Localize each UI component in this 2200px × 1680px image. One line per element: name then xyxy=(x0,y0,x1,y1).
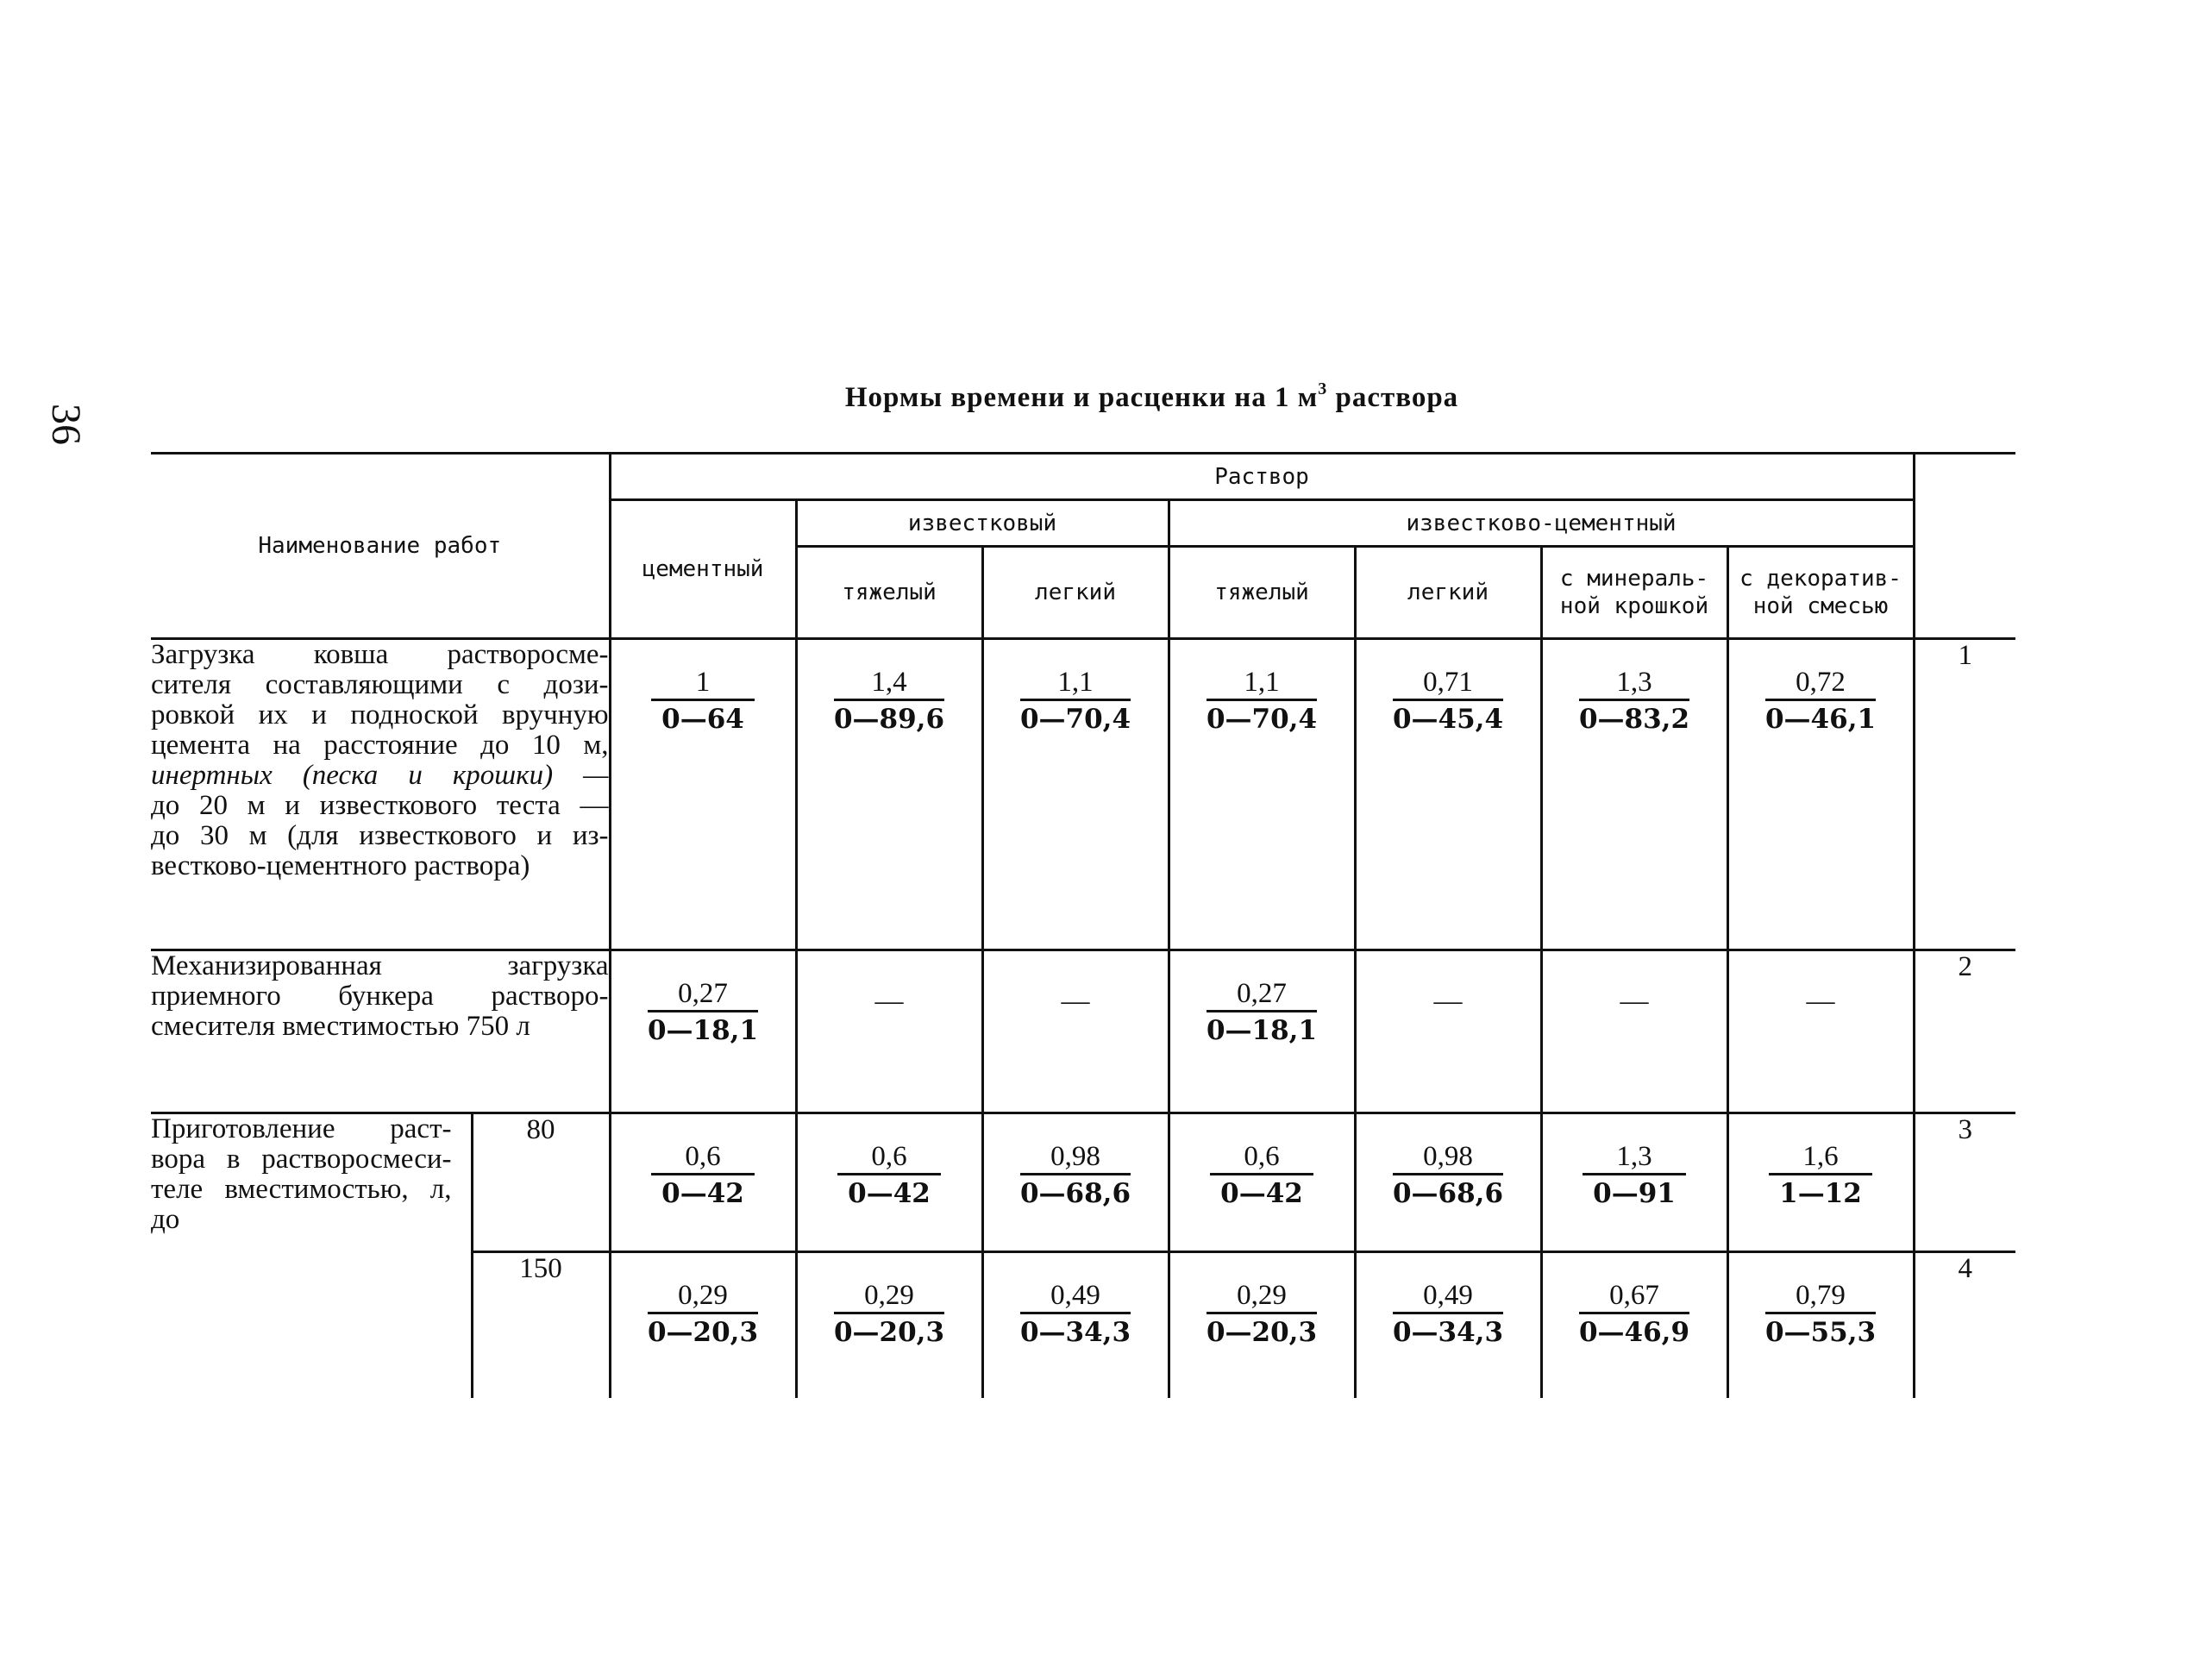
rate-cell: $\frac{0,27}{0—18,1}$ xyxy=(1169,950,1355,1113)
mixer-volume: 80 xyxy=(472,1113,610,1252)
rate-cell: $\frac{1,4}{0—89,6}$ xyxy=(796,639,982,950)
rate-cell: $\frac{1,6}{1—12}$ xyxy=(1727,1113,1914,1252)
header-limecement-light: легкий xyxy=(1355,547,1541,639)
rate-cell: $\frac{1,1}{0—70,4}$ xyxy=(1169,639,1355,950)
row-number: 2 xyxy=(1914,950,2015,1113)
header-lime-cement: известково-цементный xyxy=(1169,500,1914,547)
header-lime-light: легкий xyxy=(982,547,1169,639)
rate-cell: $\frac{0,98}{0—68,6}$ xyxy=(982,1113,1169,1252)
header-decorative-mix: с декоратив- ной смесью xyxy=(1727,547,1914,639)
rate-cell: $\frac{0,6}{0—42}$ xyxy=(610,1113,796,1252)
rate-cell-empty: — xyxy=(1727,950,1914,1113)
row-number: 1 xyxy=(1914,639,2015,950)
page-number: 36 xyxy=(43,404,89,445)
table-row xyxy=(151,639,2015,950)
header-lime: известковый xyxy=(796,500,1169,547)
rate-cell: $\frac{0,29}{0—20,3}$ xyxy=(610,1252,796,1399)
work-description: Механизированная загрузка приемного бункера растворо- смесителя вместимостью 750 л xyxy=(151,950,610,1113)
rate-cell: $\frac{1}{0—64}$ xyxy=(610,639,796,950)
rate-cell-empty: — xyxy=(796,950,982,1113)
rate-cell: $\frac{0,49}{0—34,3}$ xyxy=(1355,1252,1541,1399)
rate-cell: $\frac{0,79}{0—55,3}$ xyxy=(1727,1252,1914,1399)
rate-cell: $\frac{0,98}{0—68,6}$ xyxy=(1355,1113,1541,1252)
mixer-volume: 150 xyxy=(472,1252,610,1399)
page-title xyxy=(0,379,2200,414)
norms-table xyxy=(151,452,2015,1398)
row-number: 4 xyxy=(1914,1252,2015,1399)
work-description: Загрузка ковша растворосме- сителя составляющими с дози- ровкой их и подноской вручную цемента на расстояние до 10 м, инертных (песка и крошки) — до 20 м и известкового теста — до 30 м (для известкового и из- вестково-цементного раствора) xyxy=(151,639,610,950)
rate-cell-empty: — xyxy=(1541,950,1727,1113)
rate-cell-empty: — xyxy=(1355,950,1541,1113)
rate-cell: $\frac{0,67}{0—46,9}$ xyxy=(1541,1252,1727,1399)
rate-cell: $\frac{1,3}{0—91}$ xyxy=(1541,1113,1727,1252)
rate-cell: $\frac{0,29}{0—20,3}$ xyxy=(1169,1252,1355,1399)
header-mortar: Раствор xyxy=(610,454,1914,500)
header-work-name: Наименование работ xyxy=(151,454,610,639)
header-lime-heavy: тяжелый xyxy=(796,547,982,639)
header-row-number xyxy=(1914,454,2015,639)
rate-cell: $\frac{1,1}{0—70,4}$ xyxy=(982,639,1169,950)
row-number: 3 xyxy=(1914,1113,2015,1252)
title-text: Нормы времени и расценки на 1 м xyxy=(844,382,1319,413)
header-mineral-crumb: с минераль- ной крошкой xyxy=(1541,547,1727,639)
rate-cell: $\frac{0,6}{0—42}$ xyxy=(1169,1113,1355,1252)
rate-cell: $\frac{1,3}{0—83,2}$ xyxy=(1541,639,1727,950)
title-superscript: 3 xyxy=(1318,379,1328,398)
rate-cell: $\frac{0,6}{0—42}$ xyxy=(796,1113,982,1252)
work-description: Приготовление раст- вора в растворосмеси- теле вместимостью, л, до xyxy=(151,1113,472,1399)
header-limecement-heavy: тяжелый xyxy=(1169,547,1355,639)
rate-cell: $\frac{0,29}{0—20,3}$ xyxy=(796,1252,982,1399)
header-cement: цементный xyxy=(610,500,796,639)
rate-cell: $\frac{0,71}{0—45,4}$ xyxy=(1355,639,1541,950)
table-row xyxy=(151,950,2015,1113)
rate-cell-empty: — xyxy=(982,950,1169,1113)
title-text-after: раствора xyxy=(1327,382,1459,413)
rate-cell: $\frac{0,72}{0—46,1}$ xyxy=(1727,639,1914,950)
rate-cell: $\frac{0,27}{0—18,1}$ xyxy=(610,950,796,1113)
rate-cell: $\frac{0,49}{0—34,3}$ xyxy=(982,1252,1169,1399)
table-row xyxy=(151,1113,2015,1252)
